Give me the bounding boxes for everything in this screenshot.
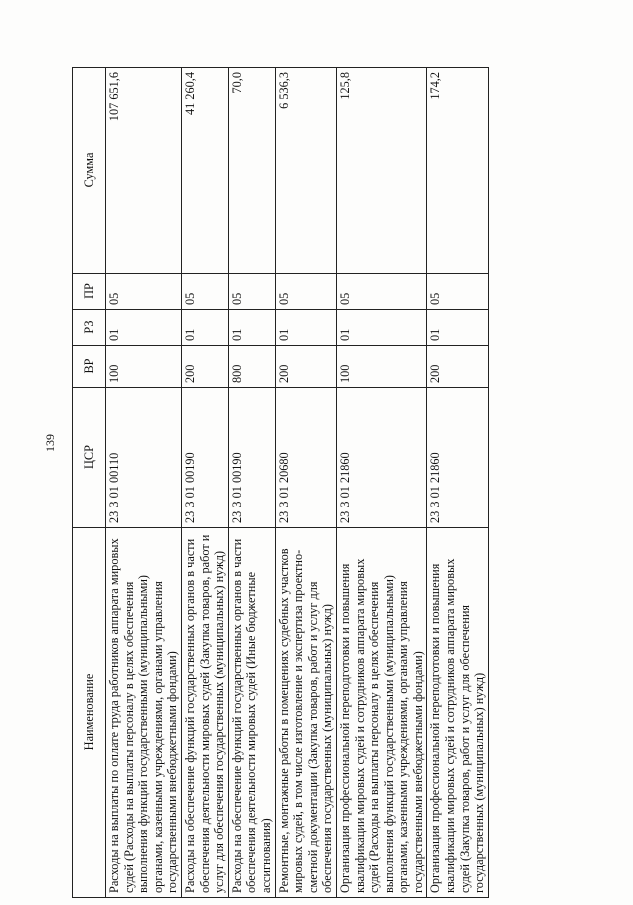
header-csr: ЦСР: [73, 388, 106, 528]
cell-name: Расходы на обеспечение функций государственных органов в части обеспечения деятельности мировых судей (Иные бюджетные ассигнования): [228, 528, 275, 898]
table-row: [228, 68, 275, 898]
cell-vr: 200: [427, 346, 488, 388]
cell-sum: 6 536,3: [275, 68, 336, 274]
cell-rz: 01: [275, 310, 336, 346]
cell-name: Расходы на выплаты по оплате труда работников аппарата мировых судей (Расходы на выплаты персоналу в целях обеспечения выполнения функций государственными (муниципальными) органами, казенными учреждениями, органами управления государственными внебюджетными фондами): [106, 528, 182, 898]
header-rz: РЗ: [73, 310, 106, 346]
cell-rz: 01: [106, 310, 182, 346]
cell-name: Расходы на обеспечение функций государственных органов в части обеспечения деятельности мировых судей (Закупка товаров, работ и услуг для обеспечения государственных (муниципальных) нужд): [181, 528, 228, 898]
table-row: [336, 68, 427, 898]
cell-vr: 800: [228, 346, 275, 388]
cell-csr: 23 3 01 00190: [181, 388, 228, 528]
rotated-table-container: [72, 68, 600, 898]
cell-csr: 23 3 01 21860: [336, 388, 427, 528]
page-number: 139: [43, 434, 57, 452]
cell-sum: 107 651,6: [106, 68, 182, 274]
header-pr: ПР: [73, 274, 106, 310]
header-name: Наименование: [73, 528, 106, 898]
cell-pr: 05: [427, 274, 488, 310]
table-row: [106, 68, 182, 898]
cell-rz: 01: [181, 310, 228, 346]
table-header-row: [73, 68, 106, 898]
budget-table: [72, 67, 489, 898]
cell-csr: 23 3 01 21860: [427, 388, 488, 528]
cell-rz: 01: [427, 310, 488, 346]
table-row: [275, 68, 336, 898]
table-row: [181, 68, 228, 898]
cell-vr: 200: [181, 346, 228, 388]
cell-rz: 01: [228, 310, 275, 346]
cell-csr: 23 3 01 00110: [106, 388, 182, 528]
cell-csr: 23 3 01 20680: [275, 388, 336, 528]
cell-vr: 100: [336, 346, 427, 388]
header-vr: ВР: [73, 346, 106, 388]
cell-vr: 100: [106, 346, 182, 388]
cell-sum: 174,2: [427, 68, 488, 274]
cell-pr: 05: [275, 274, 336, 310]
cell-name: Организация профессиональной переподготовки и повышения квалификации мировых судей и сотрудников аппарата мировых судей (Расходы на выплаты персоналу в целях обеспечения выполнения функций государственными (муниципальными) органами, казенными учреждениями, органами управления государственными внебюджетными фондами): [336, 528, 427, 898]
cell-pr: 05: [336, 274, 427, 310]
cell-name: Организация профессиональной переподготовки и повышения квалификации мировых судей и сотрудников аппарата мировых судей (Закупка товаров, работ и услуг для обеспечения государственных (муниципальных) нужд): [427, 528, 488, 898]
cell-sum: 125,8: [336, 68, 427, 274]
table-row: [427, 68, 488, 898]
cell-pr: 05: [106, 274, 182, 310]
cell-rz: 01: [336, 310, 427, 346]
cell-sum: 70,0: [228, 68, 275, 274]
cell-pr: 05: [181, 274, 228, 310]
cell-vr: 200: [275, 346, 336, 388]
cell-pr: 05: [228, 274, 275, 310]
cell-name: Ремонтные, монтажные работы в помещениях судебных участков мировых судей, в том числе изготовление и экспертиза проектно-сметной документации (Закупка товаров, работ и услуг для обеспечения государственных (муниципальных) нужд): [275, 528, 336, 898]
cell-csr: 23 3 01 00190: [228, 388, 275, 528]
cell-sum: 41 260,4: [181, 68, 228, 274]
header-sum: Сумма: [73, 68, 106, 274]
